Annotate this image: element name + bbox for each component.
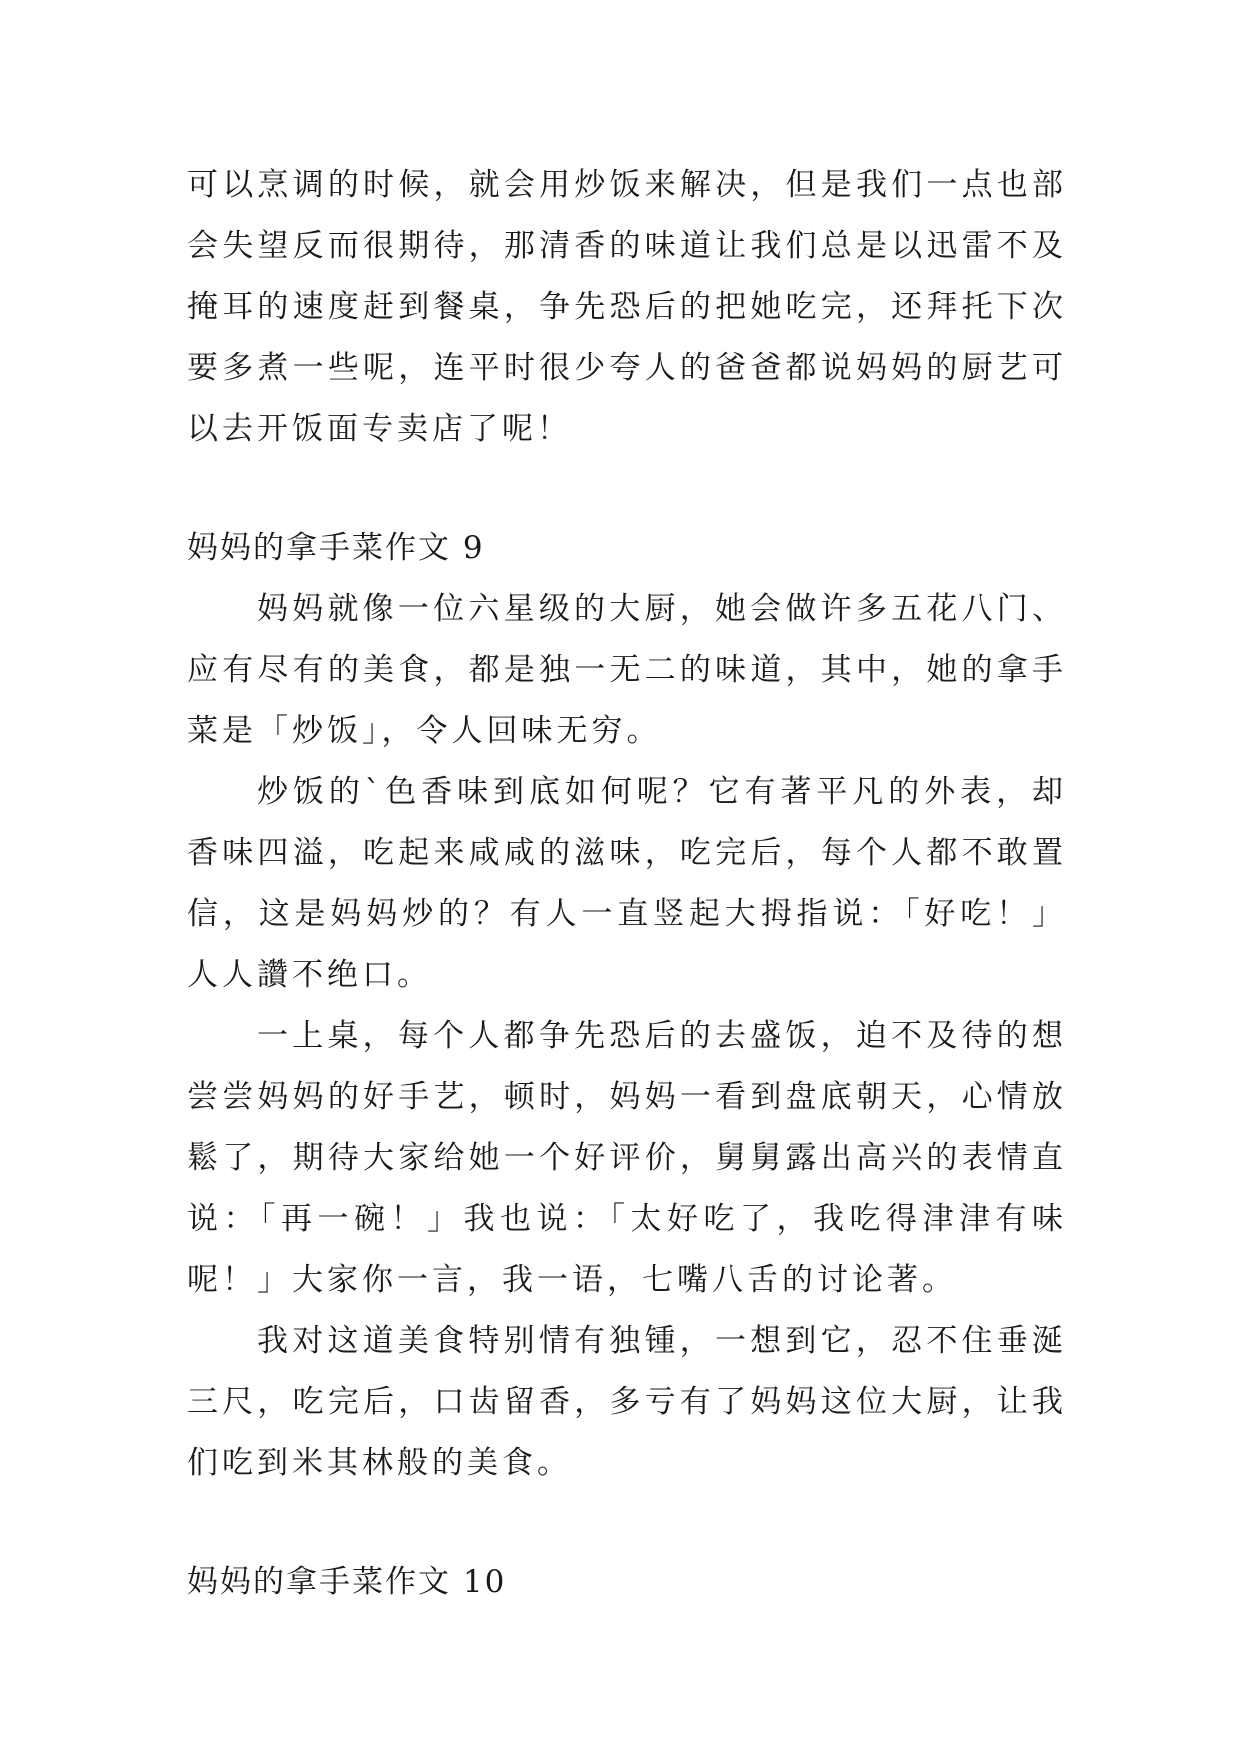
essay-10-title: 妈妈的拿手菜作文 10 (187, 1564, 507, 1600)
document-body (187, 155, 1067, 1613)
continued-paragraph: 可以烹调的时候，就会用炒饭来解决，但是我们一点也部会失望反而很期待，那清香的味道让我们总是以迅雷不及掩耳的速度赶到餐桌，争先恐后的把她吃完，还拜托下次要多煮一些呢，连平时很少夸人的爸爸都说妈妈的厨艺可以去开饭面专卖店了呢！ (187, 167, 1067, 447)
essay-9-paragraph-3: 一上桌，每个人都争先恐后的去盛饭，迫不及待的想尝尝妈妈的好手艺，顿时，妈妈一看到盘底朝天，心情放鬆了，期待大家给她一个好评价，舅舅露出高兴的表情直说：「再一碗！」我也说：「太好吃了，我吃得津津有味呢！」大家你一言，我一语，七嘴八舌的讨论著。 (187, 1018, 1067, 1298)
essay-9-paragraph-1: 妈妈就像一位六星级的大厨，她会做许多五花八门、应有尽有的美食，都是独一无二的味道，其中，她的拿手菜是「炒饭」，令人回味无穷。 (187, 591, 1067, 749)
essay-9-paragraph-4: 我对这道美食特别情有独锺，一想到它，忍不住垂涎三尺，吃完后，口齿留香，多亏有了妈妈这位大厨，让我们吃到米其林般的美食。 (187, 1323, 1067, 1481)
essay-9-paragraph-2: 炒饭的`色香味到底如何呢？它有著平凡的外表，却香味四溢，吃起来咸咸的滋味，吃完后，每个人都不敢置信，这是妈妈炒的？有人一直竖起大拇指说：「好吃！」人人讚不绝口。 (187, 774, 1067, 993)
essay-9-title: 妈妈的拿手菜作文 9 (187, 530, 485, 566)
